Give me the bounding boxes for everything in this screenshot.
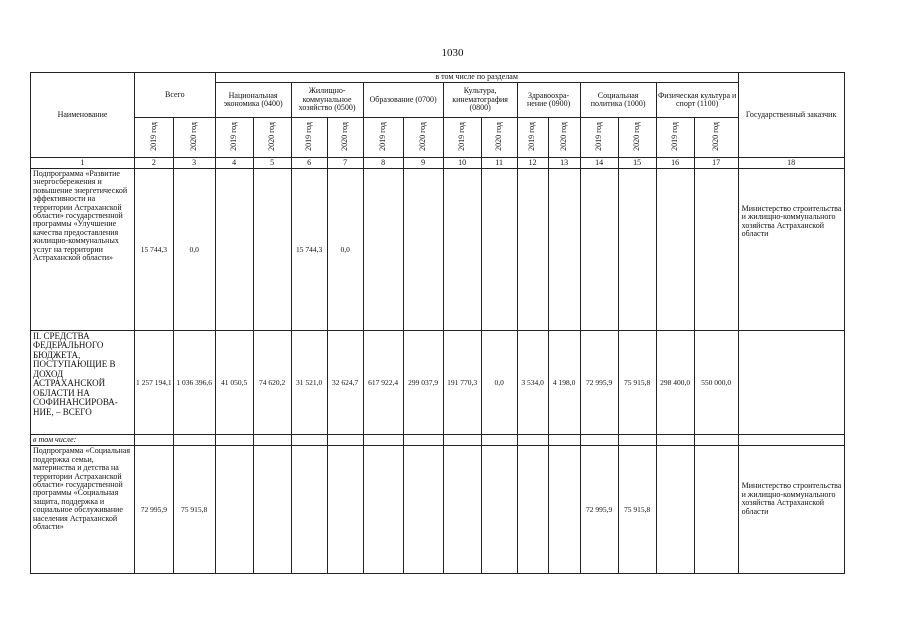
column-number: 9 bbox=[403, 158, 443, 169]
column-number: 15 bbox=[618, 158, 656, 169]
row-value: 74 620,2 bbox=[253, 331, 291, 435]
row-value bbox=[618, 169, 656, 331]
row-value: 32 624,7 bbox=[327, 331, 363, 435]
section-0700: Образование (0700) bbox=[363, 83, 443, 118]
header-row-1 bbox=[31, 73, 845, 83]
row-value bbox=[517, 169, 548, 331]
year-header: 2020 год bbox=[188, 121, 198, 151]
row-value bbox=[363, 169, 403, 331]
header-years-row bbox=[31, 118, 845, 158]
row-name: Подпрограмма «Социальная поддержка семьи, материнства и детства на территории Астраханской области» государственной программы «Социальная защита, поддержка и социальное обслуживание населения Астраханской области» bbox=[31, 446, 135, 574]
section-1000: Социальная политика (1000) bbox=[580, 83, 656, 118]
section-0900: Здравоохра-нение (0900) bbox=[517, 83, 580, 118]
year-header: 2020 год bbox=[339, 121, 349, 151]
row-value: 75 915,8 bbox=[618, 446, 656, 574]
row-value: 298 400,0 bbox=[656, 331, 694, 435]
header-total: Всего bbox=[135, 73, 216, 118]
column-number: 7 bbox=[327, 158, 363, 169]
row-value bbox=[481, 446, 517, 574]
year-header: 2020 год bbox=[417, 121, 427, 151]
row-value: 41 050,5 bbox=[215, 331, 253, 435]
row-customer bbox=[738, 331, 844, 435]
header-customer: Государственный заказчик bbox=[738, 73, 844, 158]
year-header: 2020 год bbox=[558, 121, 568, 151]
column-number: 11 bbox=[481, 158, 517, 169]
row-customer: Министерство строительства и жилищно-коммунального хозяйства Астраханской области bbox=[738, 446, 844, 574]
row-value: 4 198,0 bbox=[548, 331, 580, 435]
budget-table bbox=[30, 72, 845, 574]
row-value: 72 995,9 bbox=[135, 446, 174, 574]
column-number: 1 bbox=[31, 158, 135, 169]
section-0500: Жилищно-коммунальное хозяйство (0500) bbox=[291, 83, 363, 118]
column-number: 18 bbox=[738, 158, 844, 169]
row-value bbox=[548, 169, 580, 331]
row-value bbox=[694, 169, 738, 331]
table-row bbox=[31, 435, 845, 446]
table-row bbox=[31, 446, 845, 574]
row-value: 0,0 bbox=[173, 169, 215, 331]
year-header: 2019 год bbox=[593, 121, 603, 151]
row-value: 550 000,0 bbox=[694, 331, 738, 435]
column-numbers-row bbox=[31, 158, 845, 169]
row-value: 0,0 bbox=[481, 331, 517, 435]
row-value bbox=[517, 446, 548, 574]
row-value bbox=[443, 446, 481, 574]
header-sections: в том числе по разделам bbox=[215, 73, 738, 83]
column-number: 5 bbox=[253, 158, 291, 169]
year-header: 2020 год bbox=[493, 121, 503, 151]
row-value bbox=[403, 446, 443, 574]
row-value bbox=[327, 446, 363, 574]
row-value: 1 257 194,1 bbox=[135, 331, 174, 435]
row-value: 31 521,0 bbox=[291, 331, 327, 435]
column-number: 12 bbox=[517, 158, 548, 169]
row-value bbox=[694, 446, 738, 574]
row-value: 72 995,9 bbox=[580, 331, 618, 435]
year-header: 2019 год bbox=[303, 121, 313, 151]
section-1100: Физическая культура и спорт (1100) bbox=[656, 83, 738, 118]
column-number: 8 bbox=[363, 158, 403, 169]
row-value bbox=[403, 169, 443, 331]
row-customer: Министерство строительства и жилищно-коммунального хозяйства Астраханской области bbox=[738, 169, 844, 331]
page-number: 1030 bbox=[441, 47, 464, 59]
budget-table-wrapper bbox=[30, 72, 845, 574]
row-value: 75 915,8 bbox=[618, 331, 656, 435]
row-value bbox=[548, 446, 580, 574]
year-header: 2019 год bbox=[377, 121, 387, 151]
row-value bbox=[253, 446, 291, 574]
row-value: 299 037,9 bbox=[403, 331, 443, 435]
column-number: 13 bbox=[548, 158, 580, 169]
column-number: 3 bbox=[173, 158, 215, 169]
year-header: 2019 год bbox=[527, 121, 537, 151]
column-number: 4 bbox=[215, 158, 253, 169]
row-name: II. СРЕДСТВА ФЕДЕРАЛЬНОГО БЮДЖЕТА, ПОСТУПАЮЩИЕ В ДОХОД АСТРАХАНСКОЙ ОБЛАСТИ НА СОФИНАНСИРОВА-НИЕ, – ВСЕГО bbox=[31, 331, 135, 435]
row-value bbox=[215, 169, 253, 331]
column-number: 14 bbox=[580, 158, 618, 169]
row-value bbox=[215, 446, 253, 574]
row-value bbox=[443, 169, 481, 331]
row-value: 1 036 396,6 bbox=[173, 331, 215, 435]
row-value: 72 995,9 bbox=[580, 446, 618, 574]
year-header: 2019 год bbox=[228, 121, 238, 151]
column-number: 17 bbox=[694, 158, 738, 169]
section-0800: Культура, кинематография (0800) bbox=[443, 83, 517, 118]
column-number: 2 bbox=[135, 158, 174, 169]
row-value: 0,0 bbox=[327, 169, 363, 331]
table-row bbox=[31, 169, 845, 331]
year-header: 2019 год bbox=[456, 121, 466, 151]
row-value: 15 744,3 bbox=[291, 169, 327, 331]
row-value bbox=[481, 169, 517, 331]
row-value bbox=[363, 446, 403, 574]
column-number: 10 bbox=[443, 158, 481, 169]
row-value: 75 915,8 bbox=[173, 446, 215, 574]
column-number: 16 bbox=[656, 158, 694, 169]
section-0400: Национальная экономика (0400) bbox=[215, 83, 291, 118]
year-header: 2019 год bbox=[669, 121, 679, 151]
row-value bbox=[656, 446, 694, 574]
year-header: 2020 год bbox=[710, 121, 720, 151]
row-name: в том числе: bbox=[31, 435, 135, 446]
table-row bbox=[31, 331, 845, 435]
row-value bbox=[253, 169, 291, 331]
year-header: 2019 год bbox=[148, 121, 158, 151]
row-value bbox=[580, 169, 618, 331]
year-header: 2020 год bbox=[266, 121, 276, 151]
row-value: 15 744,3 bbox=[135, 169, 174, 331]
header-name: Наименование bbox=[31, 73, 135, 158]
row-value bbox=[656, 169, 694, 331]
row-value bbox=[291, 446, 327, 574]
row-value: 191 770,3 bbox=[443, 331, 481, 435]
year-header: 2020 год bbox=[631, 121, 641, 151]
column-number: 6 bbox=[291, 158, 327, 169]
row-value: 617 922,4 bbox=[363, 331, 403, 435]
row-name: Подпрограмма «Развитие энергосбережения и повышение энергетической эффективности на территории Астраханской области» государственной программы «Улучшение качества предоставления жилищно-коммунальных услуг на территории Астраханской области» bbox=[31, 169, 135, 331]
row-value: 3 534,0 bbox=[517, 331, 548, 435]
